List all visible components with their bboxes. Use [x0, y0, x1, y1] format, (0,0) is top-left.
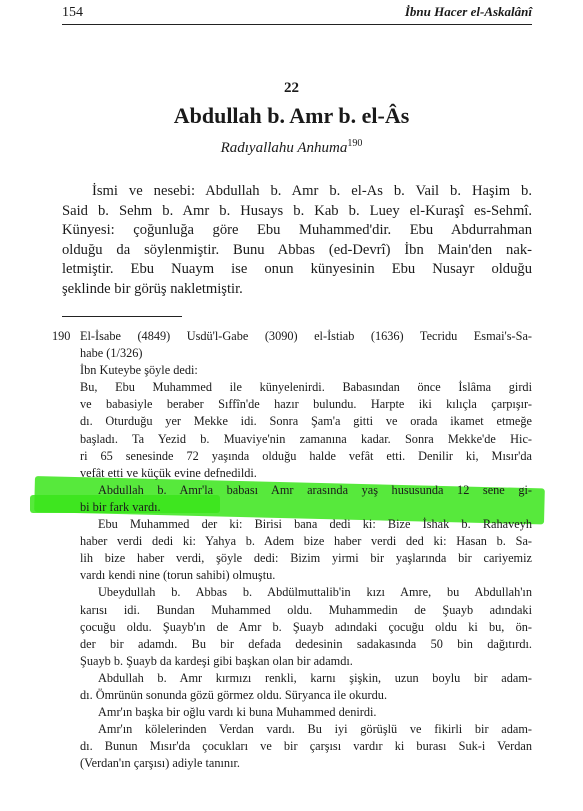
footnote-line: dı. Ömrünün sonunda gözü görmez oldu. Süryanca ile okurdu. [80, 687, 388, 702]
body-line: letmiştir. Ebu Nuaym ise onun künyesinin Ebu Nusayr olduğu [62, 261, 532, 278]
footnote-line: Amr'ın başka bir oğlu vardı ki buna Muhammed denirdi. [98, 705, 377, 720]
footnote-line: ri 65 senesinde 72 yaşında olduğu halde vefât etti. Denilir ki, Mısır'da [80, 448, 532, 463]
footnote-line: ve babasiyle beraber Sıffîn'de hazır bulundu. Harpte iki kılıçla çarpışır- [80, 397, 532, 412]
footnote-line: Ebu Muhammed der ki: Birisi bana dedi ki: Bize İshak b. Rahaveyh [98, 517, 532, 532]
footnote-rule [62, 316, 182, 317]
footnote-line-highlighted: Abdullah b. Amr'la babası Amr arasında yaş hususunda 12 sene gi- [98, 482, 532, 497]
footnote-line-text: El-İsabe (4849) Usdü'l-Gabe (3090) el-İstiab (1636) Tecridu Esmai's-Sa- [80, 329, 532, 343]
footnote-line: der bir adamdı. Bu bir defada dedesinin sadakasında 50 bin dağıtırdı. [80, 636, 532, 651]
body-line: Künyesi: çoğunluğa göre Ebu Muhammed'dir. Ebu Abdurrahman [62, 222, 532, 239]
body-paragraph [62, 182, 532, 300]
footnote-ref: 190 [347, 138, 363, 149]
running-title: İbnu Hacer el-Askalânî [404, 4, 532, 19]
footnote-line: Ubeydullah b. Abbas b. Abdülmuttalib'in kızı Amre, bu Abdullah'ın [98, 585, 532, 600]
body-line: İsmi ve nesebi: Abdullah b. Amr b. el-As b. Vail b. Haşim b. [92, 183, 532, 199]
footnote-line: karısı idi. Bundan Muhammed oldu. Muhammedin de Şuayb adındaki [80, 602, 532, 617]
body-line: olduğu da söylenmiştir. Bunu Abbas (ed-Devrî) İbn Main'den nak- [62, 241, 532, 258]
entry-title: Abdullah b. Amr b. el-Âs [173, 103, 410, 128]
page-header [62, 4, 532, 21]
footnote-line [52, 328, 532, 345]
footnote-line: dı. Bunun Mısır'da çocukları ve bir çarşısı vardır ki burası Suk-i Verdan [80, 739, 532, 754]
header-rule [62, 24, 532, 25]
footnote-number: 190 [52, 329, 71, 343]
footnote-line: lih bize haber verdi, şöyle dedi: Bizim yirmi bir yaşlarında bir cariyemiz [80, 551, 532, 566]
footnote-line: vardı kendi nine (torun sahibi) olmuştu. [80, 568, 276, 583]
body-line: şeklinde bir görüş nakletmiştir. [62, 280, 243, 297]
footnote-line: başladı. Ta Yezid b. Muaviye'nin zamanına kadar. Sonra Mekke'de Hic- [80, 431, 532, 446]
subtitle-text: Radıyallahu Anhuma [220, 140, 348, 156]
page-number: 154 [62, 5, 83, 20]
footnote [52, 328, 532, 772]
footnote-line: (Verdan'ın çarşısı) adiyle tanınır. [80, 756, 240, 771]
footnote-line: vefât etti ve küçük evine defnedildi. [80, 465, 257, 480]
footnote-line: Amr'ın kölelerinden Verdan vardı. Bu iyi görüşlü ve fikirli bir adam- [98, 722, 532, 737]
entry-number: 22 [284, 80, 299, 96]
footnote-line: Abdullah b. Amr kırmızı renkli, karnı şişkin, uzun boylu bir adam- [98, 670, 532, 685]
footnote-line: Bu, Ebu Muhammed ile künyelenirdi. Babasından önce İslâma girdi [80, 380, 532, 395]
footnote-line: haber verdi dedi ki: Yahya b. Adem bize haber verdi ded ki: Hasan b. Sa- [80, 534, 532, 549]
footnote-line: İbn Kuteybe şöyle dedi: [80, 363, 198, 378]
footnote-line: çocuğu oldu. Şuayb'ın de Amr b. Şuayb adındaki çocuğu oldu ki bu, ön- [80, 619, 532, 634]
footnote-line: Şuayb b. Şuayb da kardeşi gibi başkan olan bir adamdı. [80, 653, 353, 668]
body-line: Said b. Sehm b. Amr b. Husays b. Kab b. Luey el-Kuraşî es-Sehmî. [62, 202, 532, 219]
footnote-line: habe (1/326) [80, 346, 143, 361]
footnote-line: dı. Oturduğu yer Mekke idi. Sonra Şam'a gitti ve orada ikamet etmeğe [80, 414, 532, 429]
entry-subtitle [0, 138, 583, 157]
footnote-line-highlighted: bi bir fark vardı. [80, 499, 161, 514]
